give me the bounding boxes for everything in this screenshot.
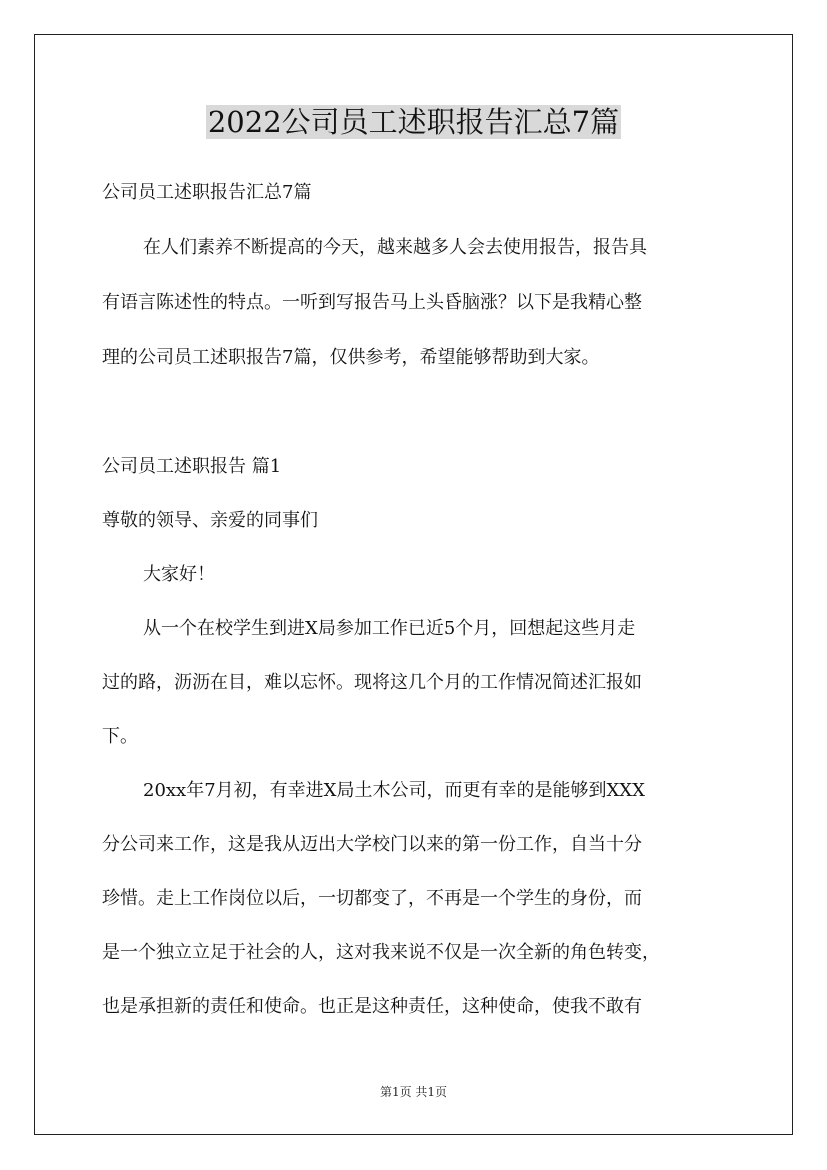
salutation: 尊敬的领导、亲爱的同事们 — [102, 510, 318, 531]
page-footer: 第1页 共1页 — [379, 1085, 448, 1099]
para-1-line-2: 过的路，沥沥在目，难以忘怀。现将这几个月的工作情况简述汇报如 — [102, 672, 642, 693]
para-2-line-3: 珍惜。走上工作岗位以后，一切都变了，不再是一个学生的身份，而 — [102, 888, 642, 909]
greeting: 大家好！ — [143, 564, 215, 585]
intro-line-1: 在人们素养不断提高的今天，越来越多人会去使用报告，报告具 — [143, 237, 647, 258]
para-2-line-1: 20xx年7月初，有幸进X局土木公司，而更有幸的是能够到XXX — [143, 780, 645, 801]
section-heading: 公司员工述职报告 篇1 — [102, 456, 282, 477]
para-2-line-4: 是一个独立立足于社会的人，这对我来说不仅是一次全新的角色转变， — [102, 942, 660, 963]
document-title-text: 2022公司员工述职报告汇总7篇 — [207, 105, 620, 139]
para-2-line-2: 分公司来工作，这是我从迈出大学校门以来的第一份工作，自当十分 — [102, 834, 642, 855]
intro-line-3: 理的公司员工述职报告7篇，仅供参考，希望能够帮助到大家。 — [102, 347, 600, 368]
subtitle-line: 公司员工述职报告汇总7篇 — [102, 182, 312, 203]
para-2-line-5: 也是承担新的责任和使命。也正是这种责任，这种使命，使我不敢有 — [102, 996, 642, 1017]
intro-line-2: 有语言陈述性的特点。一听到写报告马上头昏脑涨？以下是我精心整 — [102, 292, 642, 313]
document-title — [0, 98, 827, 146]
para-1-line-1: 从一个在校学生到进X局参加工作已近5个月，回想起这些月走 — [143, 618, 636, 639]
para-1-line-3: 下。 — [102, 726, 138, 747]
